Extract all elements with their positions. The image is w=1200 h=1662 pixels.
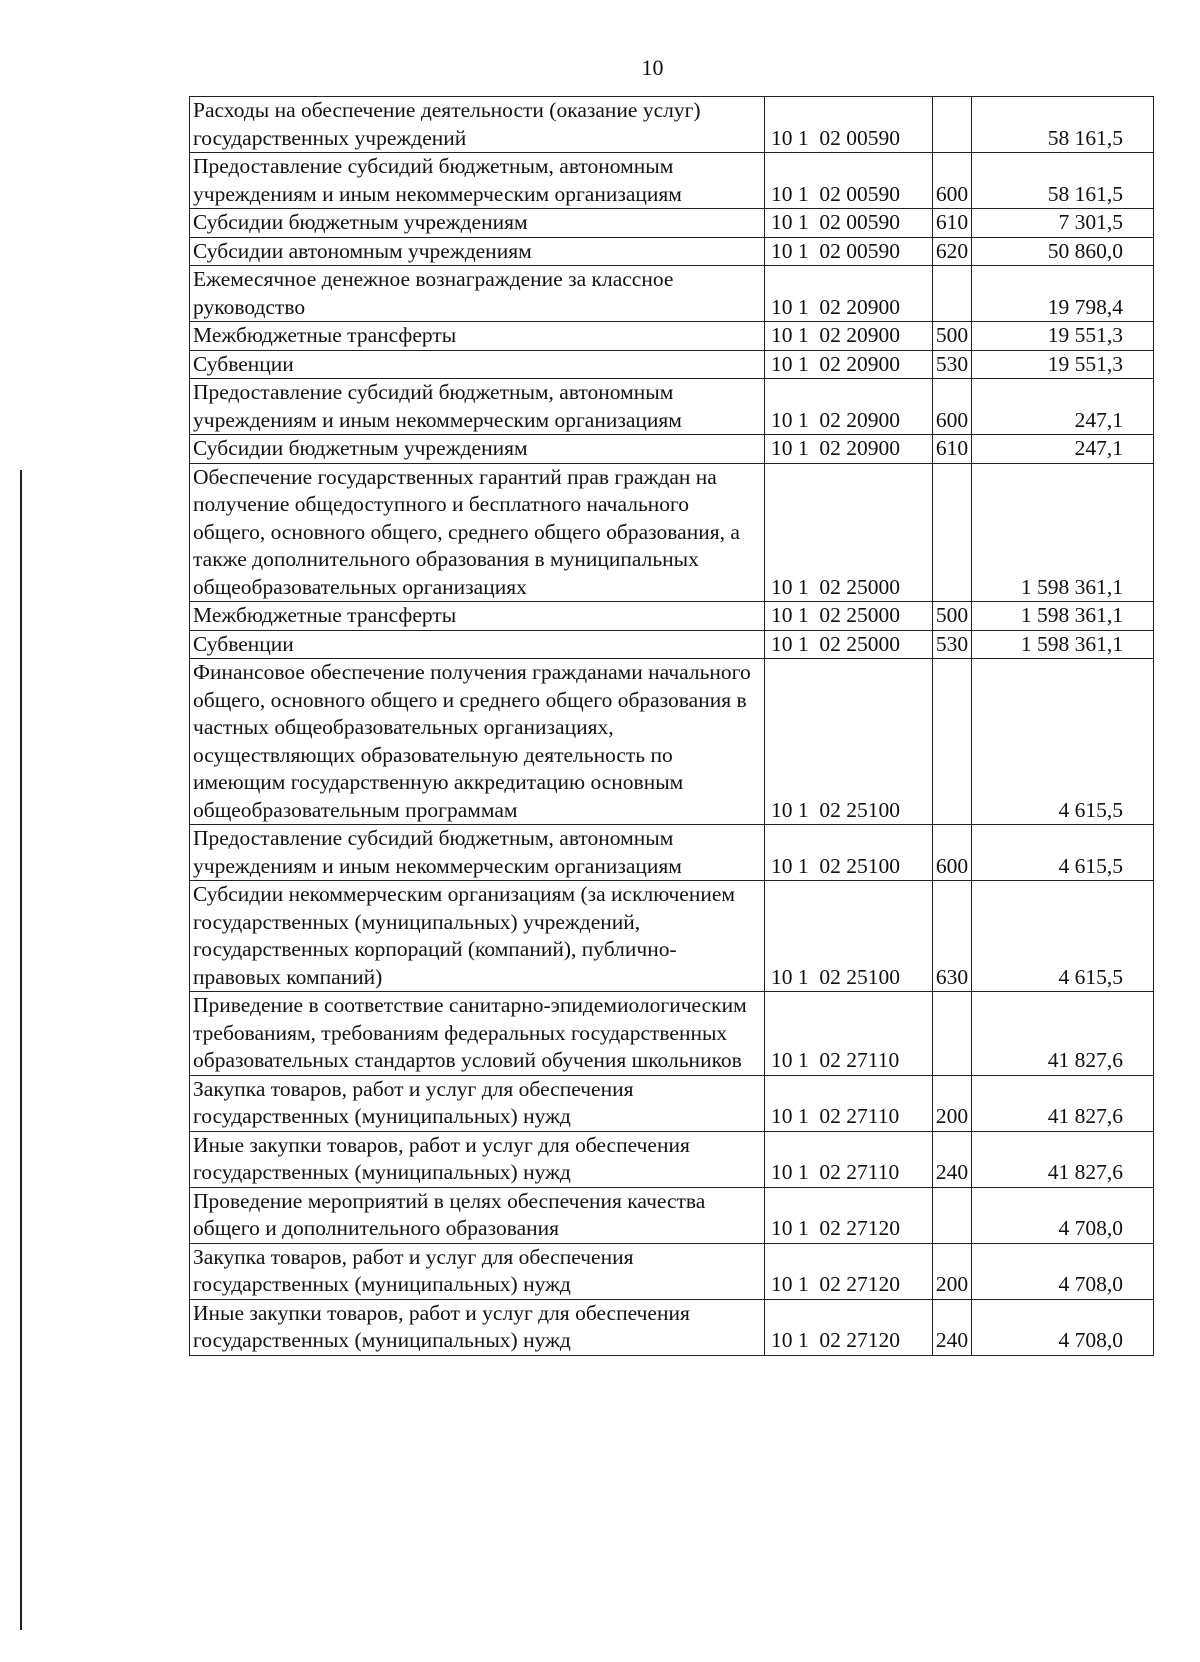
row-target-code-cell: 10 1 02 00590 <box>765 153 933 209</box>
row-expense-type-cell: 610 <box>933 435 972 464</box>
row-amount-cell: 58 161,5 <box>972 153 1154 209</box>
row-name-cell: Расходы на обеспечение деятельности (оказание услуг) государственных учреждений <box>190 97 765 153</box>
table-row <box>190 602 1154 631</box>
row-amount-cell: 7 301,5 <box>972 209 1154 238</box>
row-amount-cell: 41 827,6 <box>972 1131 1154 1187</box>
row-name-cell: Иные закупки товаров, работ и услуг для обеспечения государственных (муниципальных) нужд <box>190 1131 765 1187</box>
row-amount-cell: 4 615,5 <box>972 825 1154 881</box>
row-name-cell: Межбюджетные трансферты <box>190 602 765 631</box>
table-row <box>190 1299 1154 1355</box>
row-name-cell: Субвенции <box>190 350 765 379</box>
row-expense-type-cell <box>933 97 972 153</box>
row-target-code-cell: 10 1 02 20900 <box>765 350 933 379</box>
row-name-cell: Ежемесячное денежное вознаграждение за классное руководство <box>190 266 765 322</box>
row-target-code-cell: 10 1 02 25000 <box>765 602 933 631</box>
row-name-cell: Иные закупки товаров, работ и услуг для обеспечения государственных (муниципальных) нужд <box>190 1299 765 1355</box>
row-expense-type-cell: 530 <box>933 630 972 659</box>
row-name-cell: Субвенции <box>190 630 765 659</box>
row-expense-type-cell: 240 <box>933 1131 972 1187</box>
row-amount-cell: 19 551,3 <box>972 322 1154 351</box>
table-row <box>190 881 1154 992</box>
row-amount-cell: 4 708,0 <box>972 1299 1154 1355</box>
row-target-code-cell: 10 1 02 27110 <box>765 1131 933 1187</box>
row-expense-type-cell: 630 <box>933 881 972 992</box>
row-target-code-cell: 10 1 02 27120 <box>765 1299 933 1355</box>
row-target-code-cell: 10 1 02 25000 <box>765 463 933 602</box>
table-row <box>190 659 1154 825</box>
row-expense-type-cell <box>933 463 972 602</box>
row-name-cell: Закупка товаров, работ и услуг для обеспечения государственных (муниципальных) нужд <box>190 1243 765 1299</box>
budget-table-body <box>190 97 1154 1356</box>
row-target-code-cell: 10 1 02 25100 <box>765 881 933 992</box>
row-name-cell: Проведение мероприятий в целях обеспечения качества общего и дополнительного образования <box>190 1187 765 1243</box>
margin-line <box>20 470 22 1630</box>
row-target-code-cell: 10 1 02 20900 <box>765 379 933 435</box>
table-row <box>190 350 1154 379</box>
row-amount-cell: 1 598 361,1 <box>972 630 1154 659</box>
table-row <box>190 266 1154 322</box>
row-target-code-cell: 10 1 02 20900 <box>765 266 933 322</box>
row-target-code-cell: 10 1 02 20900 <box>765 322 933 351</box>
row-target-code-cell: 10 1 02 27110 <box>765 1075 933 1131</box>
row-amount-cell: 4 615,5 <box>972 659 1154 825</box>
row-name-cell: Приведение в соответствие санитарно-эпидемиологическим требованиям, требованиям федеральных государственных образовательных стандартов условий обучения школьников <box>190 992 765 1076</box>
row-name-cell: Субсидии бюджетным учреждениям <box>190 435 765 464</box>
row-amount-cell: 4 708,0 <box>972 1243 1154 1299</box>
table-row <box>190 1187 1154 1243</box>
row-target-code-cell: 10 1 02 27110 <box>765 992 933 1076</box>
row-expense-type-cell: 200 <box>933 1243 972 1299</box>
row-name-cell: Субсидии автономным учреждениям <box>190 237 765 266</box>
table-row <box>190 992 1154 1076</box>
page-number: 10 <box>641 55 664 80</box>
row-name-cell: Закупка товаров, работ и услуг для обеспечения государственных (муниципальных) нужд <box>190 1075 765 1131</box>
table-row <box>190 379 1154 435</box>
row-amount-cell: 19 798,4 <box>972 266 1154 322</box>
row-expense-type-cell: 500 <box>933 322 972 351</box>
budget-table <box>189 96 1154 1356</box>
table-row <box>190 630 1154 659</box>
row-amount-cell: 4 615,5 <box>972 881 1154 992</box>
table-row <box>190 463 1154 602</box>
row-expense-type-cell: 610 <box>933 209 972 238</box>
row-name-cell: Предоставление субсидий бюджетным, автономным учреждениям и иным некоммерческим организациям <box>190 153 765 209</box>
row-expense-type-cell <box>933 1187 972 1243</box>
row-name-cell: Предоставление субсидий бюджетным, автономным учреждениям и иным некоммерческим организациям <box>190 379 765 435</box>
row-target-code-cell: 10 1 02 00590 <box>765 237 933 266</box>
row-expense-type-cell: 620 <box>933 237 972 266</box>
table-row <box>190 97 1154 153</box>
row-target-code-cell: 10 1 02 00590 <box>765 209 933 238</box>
row-amount-cell: 58 161,5 <box>972 97 1154 153</box>
table-row <box>190 153 1154 209</box>
row-target-code-cell: 10 1 02 27120 <box>765 1187 933 1243</box>
row-expense-type-cell: 240 <box>933 1299 972 1355</box>
table-row <box>190 209 1154 238</box>
row-target-code-cell: 10 1 02 00590 <box>765 97 933 153</box>
row-expense-type-cell <box>933 992 972 1076</box>
row-expense-type-cell: 600 <box>933 825 972 881</box>
row-name-cell: Субсидии некоммерческим организациям (за исключением государственных (муниципальных) учреждений, государственных корпораций (компаний), публично-правовых компаний) <box>190 881 765 992</box>
row-amount-cell: 1 598 361,1 <box>972 602 1154 631</box>
row-name-cell: Межбюджетные трансферты <box>190 322 765 351</box>
row-amount-cell: 4 708,0 <box>972 1187 1154 1243</box>
row-amount-cell: 247,1 <box>972 379 1154 435</box>
row-expense-type-cell: 600 <box>933 379 972 435</box>
table-row <box>190 237 1154 266</box>
table-row <box>190 1243 1154 1299</box>
row-expense-type-cell: 530 <box>933 350 972 379</box>
row-amount-cell: 1 598 361,1 <box>972 463 1154 602</box>
row-expense-type-cell: 200 <box>933 1075 972 1131</box>
row-amount-cell: 41 827,6 <box>972 1075 1154 1131</box>
row-expense-type-cell: 500 <box>933 602 972 631</box>
row-expense-type-cell <box>933 659 972 825</box>
budget-table-container <box>189 96 1154 1356</box>
row-target-code-cell: 10 1 02 27120 <box>765 1243 933 1299</box>
row-target-code-cell: 10 1 02 25100 <box>765 825 933 881</box>
row-name-cell: Субсидии бюджетным учреждениям <box>190 209 765 238</box>
table-row <box>190 322 1154 351</box>
row-target-code-cell: 10 1 02 25100 <box>765 659 933 825</box>
row-amount-cell: 19 551,3 <box>972 350 1154 379</box>
table-row <box>190 1075 1154 1131</box>
row-amount-cell: 41 827,6 <box>972 992 1154 1076</box>
row-expense-type-cell: 600 <box>933 153 972 209</box>
table-row <box>190 435 1154 464</box>
row-expense-type-cell <box>933 266 972 322</box>
row-name-cell: Обеспечение государственных гарантий прав граждан на получение общедоступного и бесплатного начального общего, основного общего, среднего общего образования, а также дополнительного образования в муниципальных общеобразовательных организациях <box>190 463 765 602</box>
row-name-cell: Предоставление субсидий бюджетным, автономным учреждениям и иным некоммерческим организациям <box>190 825 765 881</box>
table-row <box>190 1131 1154 1187</box>
row-target-code-cell: 10 1 02 20900 <box>765 435 933 464</box>
table-row <box>190 825 1154 881</box>
row-name-cell: Финансовое обеспечение получения гражданами начального общего, основного общего и среднего общего образования в частных общеобразовательных организациях, осуществляющих образовательную деятельность по имеющим государственную аккредитацию основным общеобразовательным программам <box>190 659 765 825</box>
row-amount-cell: 247,1 <box>972 435 1154 464</box>
row-target-code-cell: 10 1 02 25000 <box>765 630 933 659</box>
row-amount-cell: 50 860,0 <box>972 237 1154 266</box>
